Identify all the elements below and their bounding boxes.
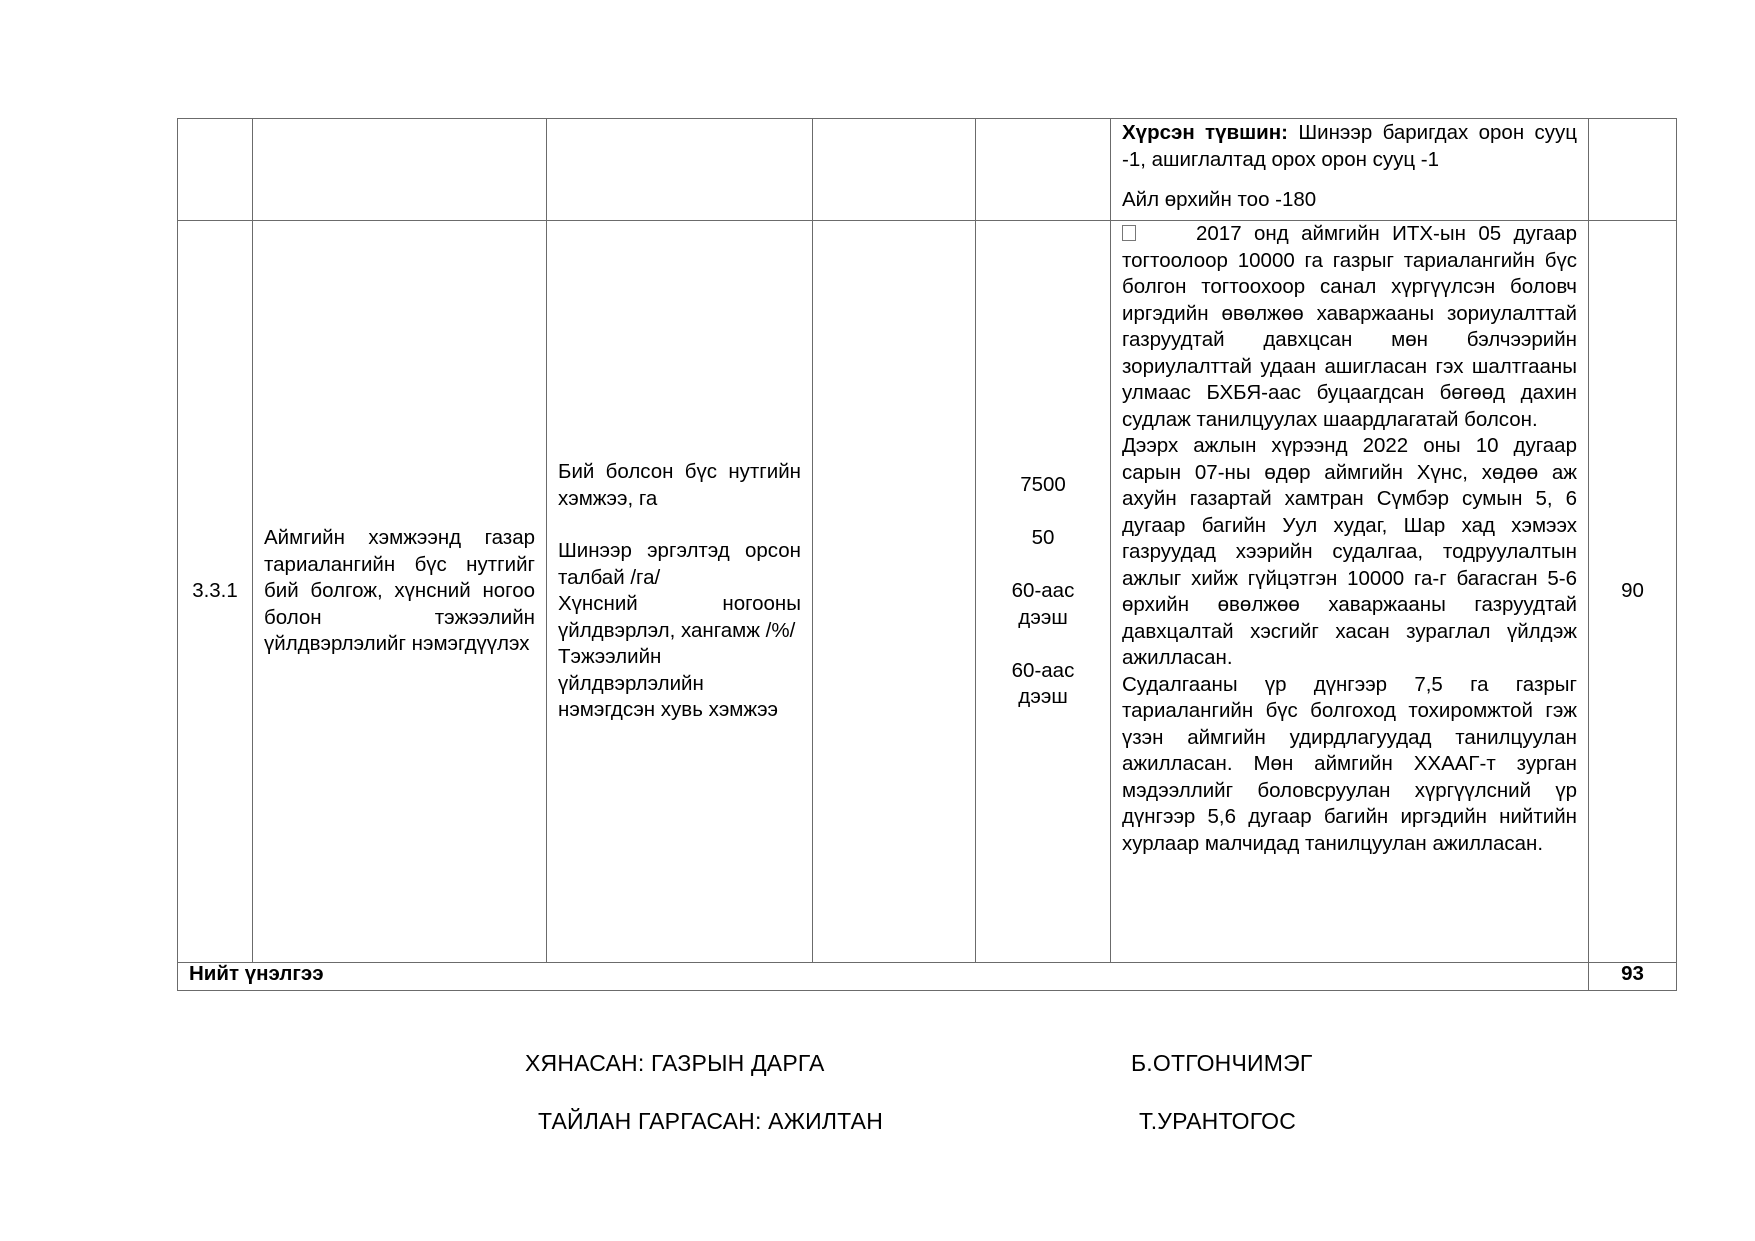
cell-empty bbox=[976, 119, 1111, 221]
cell-objective bbox=[253, 221, 547, 963]
cell-achieved-level bbox=[1111, 119, 1589, 221]
households-text: Айл өрхийн тоо -180 bbox=[1122, 188, 1317, 211]
prepared-by-role: ТАЙЛАН ГАРГАСАН: АЖИЛТАН bbox=[538, 1108, 884, 1134]
table-row-total bbox=[178, 963, 1677, 991]
indicator-3: Хүнсний ногооны үйлдвэрлэл, хангамж /%/ bbox=[558, 592, 801, 642]
checked-by-name: Б.ОТГОНЧИМЭГ bbox=[1131, 1050, 1313, 1076]
progress-paragraph-2: Дээрх ажлын хүрээнд 2022 оны 10 дугаар сарын 07-ны өдөр аймгийн Хүнс, хөдөө аж ахуйн газартай хамтран Сүмбэр сумын 5, 6 дугаар багийн Уул худаг, Шар хад хэмээх газруудад хээрийн судалгаа, тодруулалтын ажлыг хийж гүйцэтгэн 10000 га-г багасган 5-6 өрхийн өвөлжөө хаваржааны газруудтай давхцалтай хэсгийг хасан зураглал үйлдэж ажилласан. bbox=[1122, 434, 1577, 669]
cell-empty bbox=[178, 119, 253, 221]
cell-number bbox=[178, 221, 253, 963]
total-label: Нийт үнэлгээ bbox=[189, 962, 324, 985]
total-score: 93 bbox=[1621, 962, 1644, 985]
prepared-by-name: Т.УРАНТОГОС bbox=[1139, 1108, 1297, 1134]
progress-paragraph-1: 2017 онд аймгийн ИТХ-ын 05 дугаар тогтоолоор 10000 га газрыг тариалангийн бүс болгон тогтоохоор санал хүргүүлсэн боловч иргэдийн өвөлжөө хаваржааны зориулалттай газруудтай давхцсан мөн бэлчээрийн зориулалттай удаан ашигласан гэх шалтгааны улмаас БХБЯ-аас буцаагдсан бөгөөд дахин судлаж танилцуулах шаардлагатай болсон. bbox=[1122, 222, 1577, 431]
indicator-2: Шинээр эргэлтэд орсон талбай /га/ bbox=[558, 539, 801, 589]
objective-text: Аймгийн хэмжээнд газар тариалангийн бүс нутгийг бий болгож, хүнсний ногоо болон тэжээлийн үйлдвэрлэлийг нэмэгдүүлэх bbox=[264, 526, 535, 656]
cell-empty bbox=[813, 221, 976, 963]
bullet-icon bbox=[1122, 225, 1136, 241]
indicator-4: Тэжээлийн үйлдвэрлэлийн нэмэгдсэн хувь хэмжээ bbox=[558, 645, 779, 722]
achieved-label: Хүрсэн түвшин: bbox=[1122, 121, 1288, 144]
row-score: 90 bbox=[1621, 579, 1644, 603]
cell-empty bbox=[813, 119, 976, 221]
cell-empty bbox=[1589, 119, 1677, 221]
cell-total-label bbox=[178, 963, 1589, 991]
progress-paragraph-3: Судалгааны үр дүнгээр 7,5 га газрыг тариалангийн бүс болгоход тохиромжтой гэж үзэн аймгийн удирдлагуудад танилцуулан ажилласан. Мөн аймгийн ХХААГ-т зурган мэдээллийг боловсруулан хүргүүлсний үр дүнгээр 5,6 дугаар багийн иргэдийн нийтийн хурлаар малчидад танилцуулан ажилласан. bbox=[1122, 672, 1577, 855]
achieved-text: Шинээр баригдах орон сууц -1, ашиглалтад орох орон сууц -1 bbox=[1122, 121, 1577, 171]
cell-progress bbox=[1111, 221, 1589, 963]
checked-by-role: ХЯНАСАН: ГАЗРЫН ДАРГА bbox=[525, 1050, 825, 1076]
row-number: 3.3.1 bbox=[192, 579, 238, 603]
target-values: 7500 50 60-аас дээш 60-аас дээш bbox=[1011, 473, 1075, 709]
evaluation-table bbox=[177, 118, 1677, 991]
cell-empty bbox=[253, 119, 547, 221]
cell-total-score bbox=[1589, 963, 1677, 991]
cell-target-values bbox=[976, 221, 1111, 963]
table-row-top bbox=[178, 119, 1677, 221]
indicator-1: Бий болсон бүс нутгийн хэмжээ, га bbox=[558, 460, 801, 510]
cell-score bbox=[1589, 221, 1677, 963]
cell-indicators bbox=[547, 221, 813, 963]
cell-empty bbox=[547, 119, 813, 221]
table-row-main bbox=[178, 221, 1677, 963]
